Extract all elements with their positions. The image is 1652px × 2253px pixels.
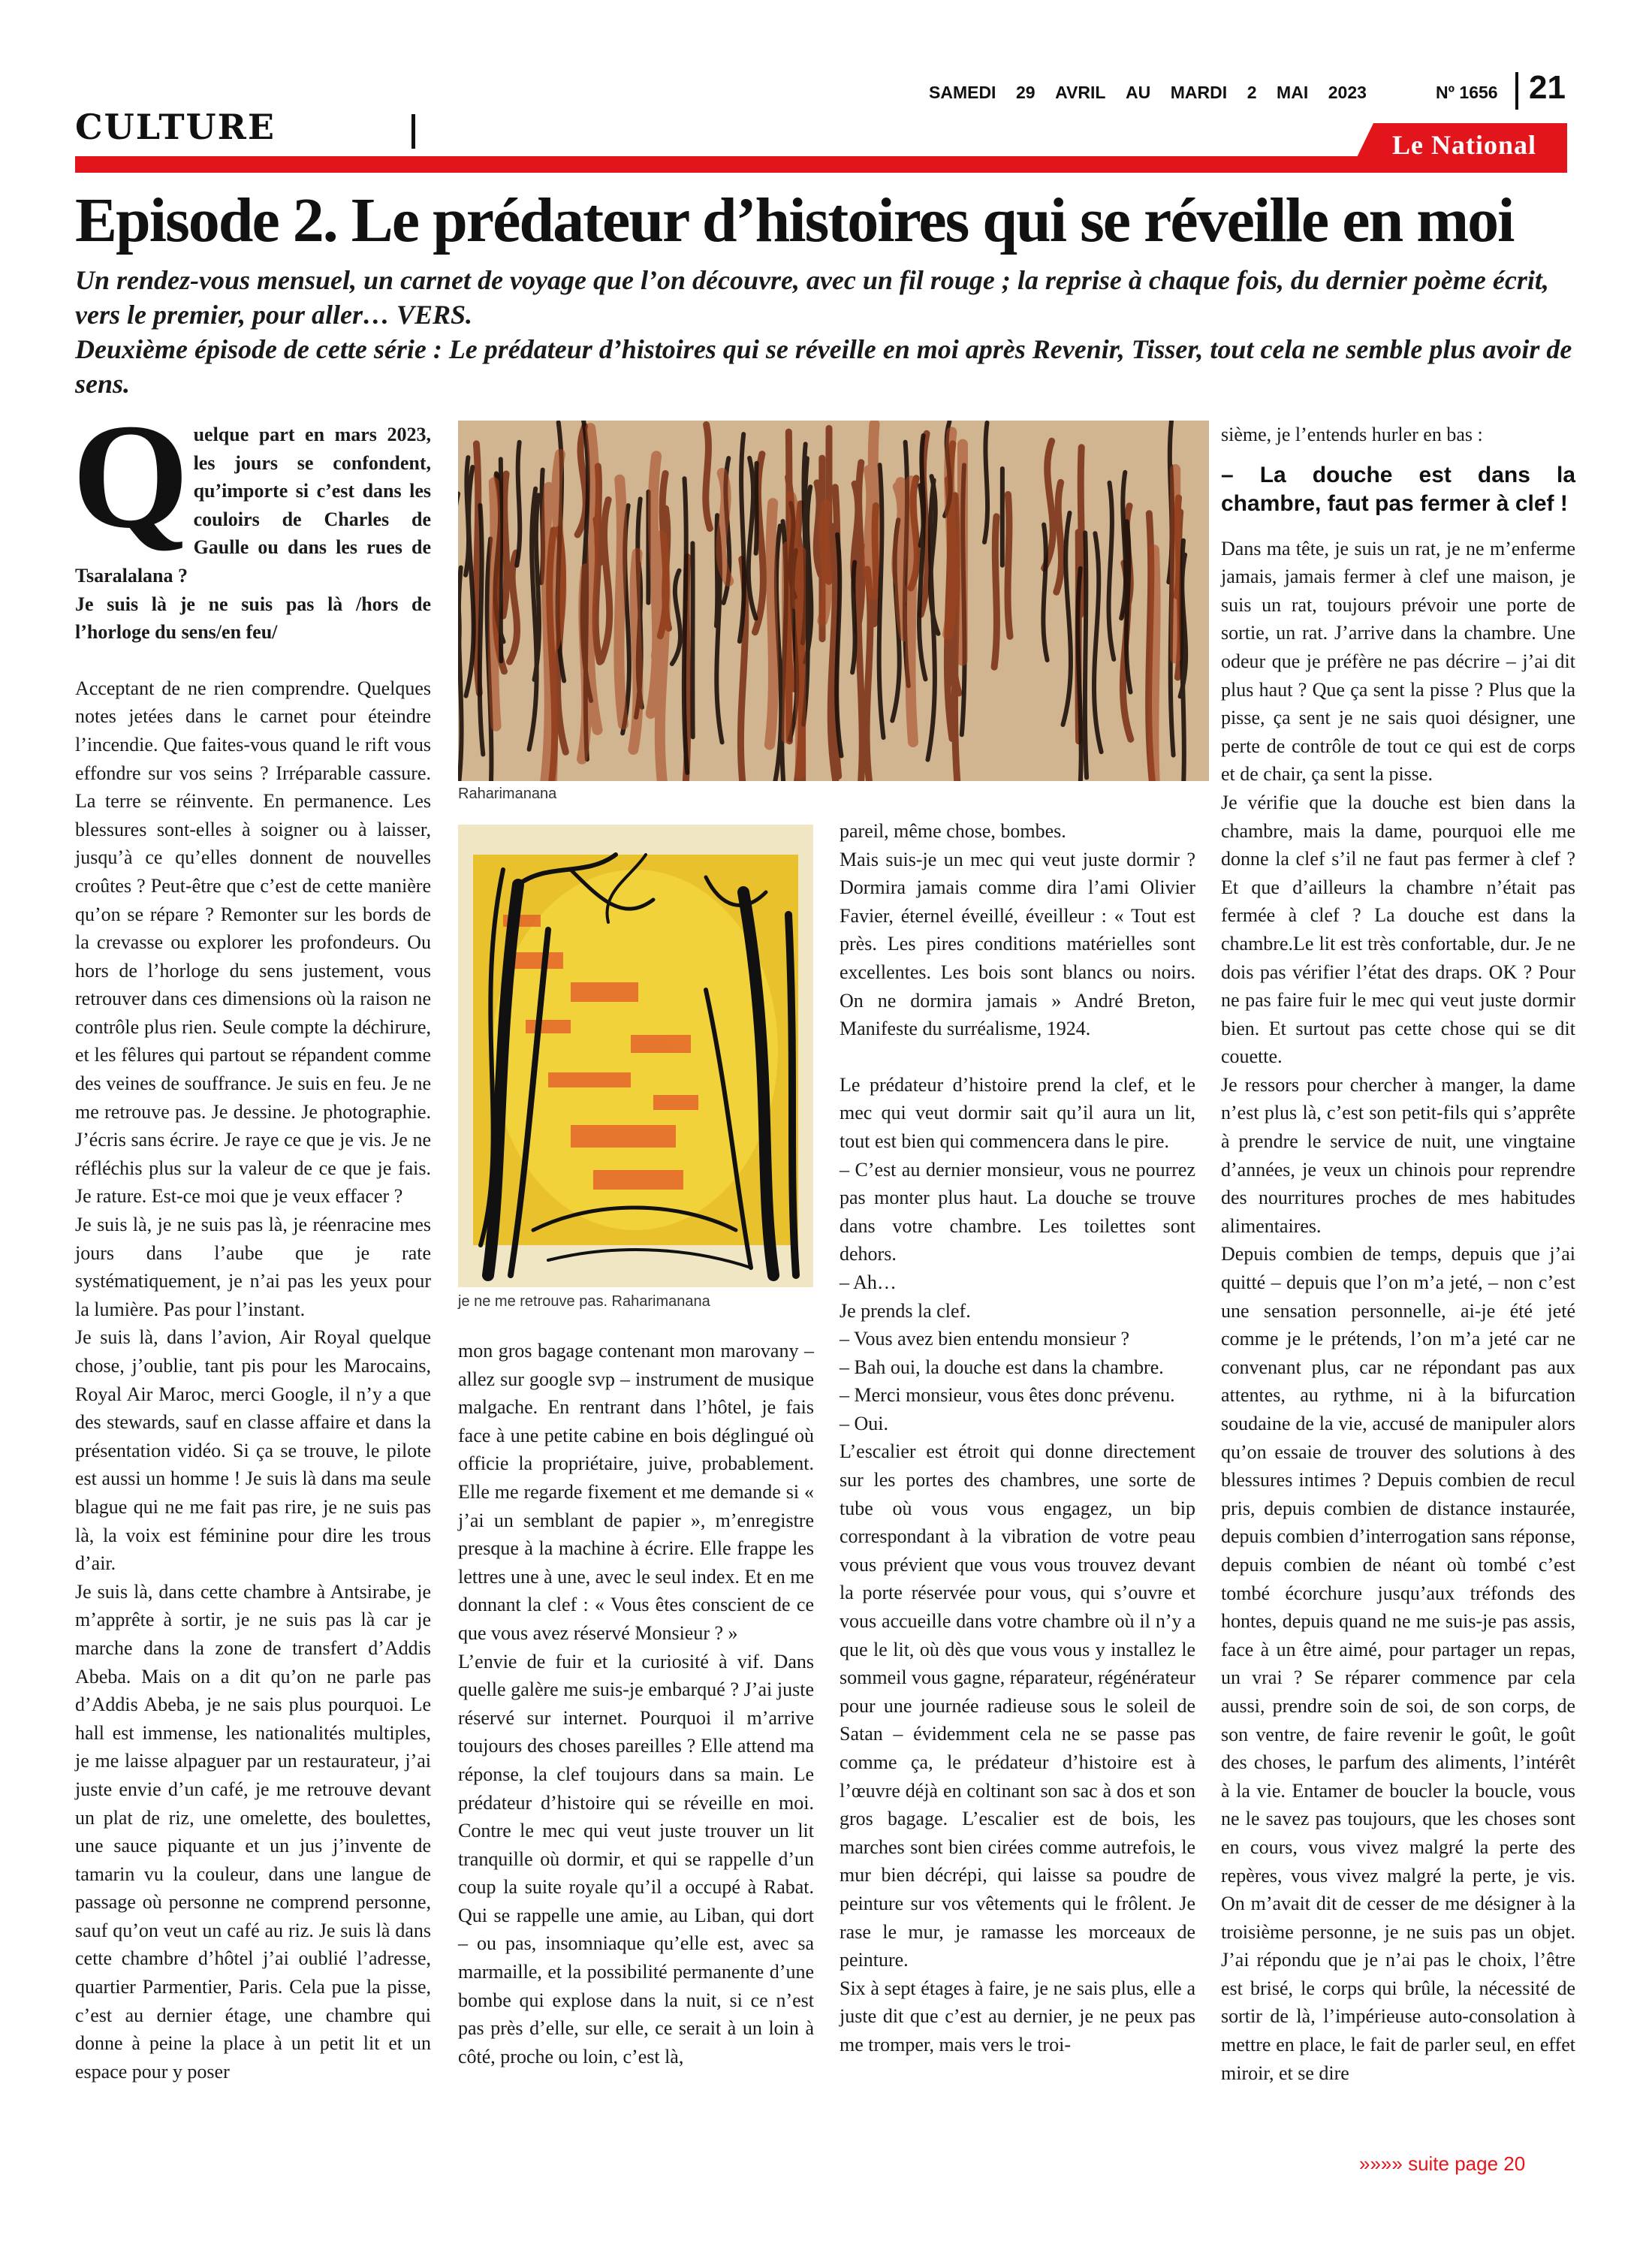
body-paragraph: Depuis combien de temps, depuis que j’ai quitté – depuis que l’on m’a jeté, – non c’est une sensation personnelle, ai-je été jeté comme je le prétends, l’on m’a jeté car ne convenant plus, car ne répondant pas aux attentes, au rythme, ni à la bifurcation soudaine de la vie, accusé de manipuler alors qu’on essaie de trouver des solutions à des blessures intimes ? Depuis combien de recul pris, depuis combien de distance instaurée, depuis combien d’interrogation sans réponse, depuis combien de néant où tombé c’est tombé écorchure jusqu’aux tréfonds des hontes, depuis quand ne me suis-je pas assis, face à un être aimé, pour partager un repas, un vrai ? Se réparer commence par cela aussi, prendre soin de soi, de son corps, de son ventre, de faire revenir le goût, le goût des choses, le parfum des aliments, l’intérêt à la vie. Entamer de boucler la boucle, vous ne le savez pas toujours, que les choses sont en cours, vous vivez malgré la perte des repères, vous vivez malgré la perte, je vis. On m’avait dit de cesser de me désigner à la troisième personne, je ne suis pas un objet. J’ai répondu que je n’ai pas le choix, l’être est brisé, le corps qui brûle, la nécessité de sortir de là, l’impérieuse auto-consolation à mettre en place, le fait de parler seul, en effet miroir, et se dire: [1221, 1243, 1575, 2084]
paint-streak: [1008, 494, 1010, 636]
body-paragraph: mon gros bagage contenant mon marovany – allez sur google svp – instrument de musique malgache. En rentrant dans l’hôtel, je fais face à une petite cabine en bois déglingué où officie la propriétaire, juive, probablement. Elle me regarde fixement et me demande si « j’ai un semblant de papier », m’enregistre presque à la machine à écrire. Elle frappe les lettres une à une, avec le seul index. Et en me donnant la clef : « Vous êtes conscient de ce que vous avez réservé Monsieur ? »: [458, 1340, 814, 1644]
body-paragraph: L’envie de fuir et la curiosité à vif. Dans quelle galère me suis-je embarqué ? J’ai juste réservé sur internet. Pourquoi il m’arrive toujours des choses pareilles ? Elle attend ma réponse, la clef toujours dans sa main. Le prédateur d’histoire qui se réveille en moi. Contre le mec qui veut juste trouver un lit tranquille où dormir, et qui se rappelle d’un coup la suite royale qu’il a occupé à Rabat. Qui se rappelle une amie, au Liban, qui dort – ou pas, insomniaque qu’elle est, avec sa marmaille, et la possibilité permanente d’une bombe qui explose dans la nuit, si ce n’est pas près d’elle, sur elle, ce serait à un loin à côté, proche ou loin, c’est là,: [458, 1650, 814, 2068]
body-paragraph: Acceptant de ne rien comprendre. Quelques notes jetées dans le carnet pour éteindre l’incendie. Que faites-vous quand le rift vous effondre sur vos seins ? Irréparable cassure. La terre se réinvente. En permanence. Les blessures sont-elles à soigner ou à laisser, jusqu’à ce qu’elles donnent de nouvelles croûtes ? Peut-être que c’est de cette manière qu’on se répare ? Remonter sur les bords de la crevasse ou explorer les profondeurs. Ou hors de l’horloge du sens justement, vous retrouver dans ces dimensions où la raison ne contrôle plus rien. Seule compte la déchirure, et les fêlures qui partout se répandent comme des veines de souffrance. Je suis en feu. Je ne me retrouve pas. Je dessine. Je photographie. J’écris sans écrire. Je raye ce que je vis. Je ne réfléchis plus sur la valeur de ce que je fais. Je rature. Est-ce moi que je veux effacer ?: [75, 677, 431, 1208]
publication-name: Le National: [1391, 130, 1536, 160]
paint-streak: [721, 473, 728, 581]
paint-streak: [787, 547, 788, 738]
section-label: CULTURE: [75, 107, 276, 147]
paint-streak: [822, 505, 827, 621]
paint-streak: [910, 481, 913, 742]
lead-verse: Je suis là je ne suis pas là /hors de l’horloge du sens/en feu/: [75, 593, 431, 644]
dateline: [929, 83, 1367, 103]
dialogue-line: – Bah oui, la douche est dans la chambre.: [840, 1356, 1164, 1378]
paint-streak: [770, 503, 773, 745]
lead-paragraph: uelque part en mars 2023, les jours se confondent, qu’importe si c’est dans les couloirs de Charles de Gaulle ou dans les rues de Tsaralalana ?: [75, 424, 431, 587]
paint-streak: [619, 480, 623, 725]
paint-streak: [1085, 532, 1087, 777]
body-paragraph: L’escalier est étroit qui donne directement sur les portes des chambres, une sorte de tube où vous vous engagez, un bip correspondant à la vibration de votre peau vous prévient que vous vous trouvez devant la porte réservée pour vous, qui s’ouvre et vous accueille dans votre chambre où il n’y a que le lit, où dès que vous vous y installez le sommeil vous gagne, réparateur, régénérateur pour une journée radieuse sous le soleil de Satan – évidemment cela ne se passe pas comme ça, le prédateur d’histoire est à l’œuvre déjà en coltinant son sac à dos et son gros bagage. L’escalier est de bois, les marches sont bien cirées comme autrefois, le mur bien décrépi, qui laisse sa poudre de peinture sur vos vêtements qui le frôlent. Je rase le mur, je ramasse les morceaux de peinture.: [840, 1440, 1195, 1971]
date-day-end: 2: [1247, 83, 1257, 102]
drop-cap: Q: [72, 394, 189, 559]
paint-streak: [633, 553, 638, 749]
page-number-divider: [1515, 72, 1518, 110]
paint-streak: [800, 552, 801, 774]
issue-number: Nº 1656: [1436, 83, 1498, 102]
image-caption: je ne me retrouve pas. Raharimanana: [458, 1293, 710, 1310]
body-paragraph: Le prédateur d’histoire prend la clef, et le mec qui veut dormir sait qu’il aura un lit, tout est bien qui commencera dans le pire.: [840, 1073, 1195, 1152]
paint-streak: [517, 442, 520, 566]
body-paragraph: Six à sept étages à faire, je ne sais plus, elle a juste dit que c’est au dernier, je ne peux pas me tromper, mais vers le troi-: [840, 1977, 1195, 2055]
paint-streak: [756, 463, 757, 553]
standfirst-paragraph: Un rendez-vous mensuel, un carnet de voyage que l’on découvre, avec un fil rouge ; la reprise à chaque fois, du dernier poème écrit, vers le premier, pour aller… VERS.: [75, 265, 1549, 330]
paint-streak: [656, 564, 659, 656]
date-connector: AU: [1125, 83, 1151, 102]
page-number: 21: [1529, 69, 1566, 106]
date-year: 2023: [1328, 83, 1367, 102]
dialogue-line: – Oui.: [840, 1412, 888, 1434]
paint-streak: [684, 478, 687, 773]
paint-streak: [493, 483, 496, 726]
paint-streak: [873, 424, 875, 587]
paint-streak: [548, 540, 552, 781]
painting-image-2: [458, 825, 813, 1287]
continued-link[interactable]: »»»» suite page 20: [1359, 2152, 1526, 2175]
column-3: [840, 817, 1195, 2059]
paint-streak: [852, 562, 855, 673]
body-paragraph: Je ressors pour chercher à manger, la dame n’est plus là, c’est son petit-fils qui s’apprête à prendre le service de nuit, une vingtaine d’années, je veux un chinois pour reprendre des nourritures proches de mes habitudes alimentaires.: [1221, 1073, 1575, 1237]
body-paragraph: Je vérifie que la douche est bien dans la chambre, mais la dame, pourquoi elle me donne la clef s’il ne faut pas fermer à clef ? Et que d’ailleurs la chambre n’était pas fermée à clef ? La douche est dans la chambre.Le lit est très confortable, dur. Je ne dois pas vérifier l’état des draps. OK ? Pour ne pas faire fuir le mec qui veut juste dormir bien. Et surtout pas cette chose qui se dit couette.: [1221, 791, 1575, 1068]
body-paragraph: Dans ma tête, je suis un rat, je ne m’enferme jamais, jamais fermer à clef une maison, je suis un rat, toujours prévoir une porte de sortie, un rat. J’arrive dans la chambre. Une odeur que je préfère ne pas décrire – j’ai dit plus haut ? Que ça sent la pisse ? Plus que la pisse, ça sent je ne sais quoi désigner, une perte de contrôle de tout ce qui est de corps et de chair, ça sent la pisse.: [1221, 537, 1575, 786]
date-weekday-end: MARDI: [1170, 83, 1228, 102]
body-paragraph: Mais suis-je un mec qui veut juste dormir ? Dormira jamais comme dira l’ami Olivier Favier, éternel éveillé, éveilleur : « Tout est près. Les pires conditions matérielles sont excellentes. Les bois sont blancs ou noirs. On ne dormira jamais » André Breton, Manifeste du surréalisme, 1924.: [840, 848, 1195, 1040]
dialogue-line: Je prends la clef.: [840, 1299, 971, 1322]
body-paragraph: pareil, même chose, bombes.: [840, 820, 1066, 842]
paint-streak: [858, 463, 862, 631]
dialogue-line: – Ah…: [840, 1271, 897, 1293]
dialogue-line: – Merci monsieur, vous êtes donc prévenu.: [840, 1384, 1175, 1407]
body-paragraph: sième, je l’entends hurler en bas :: [1221, 424, 1483, 445]
date-month-start: AVRIL: [1055, 83, 1106, 102]
body-paragraph: Je suis là, dans cette chambre à Antsirabe, je m’apprête à sortir, je ne suis pas là car je marche dans la zone de transfert d’Addis Abeba. Mais on a dit qu’on ne parle pas d’Addis Abeba, je ne sais plus pourquoi. Le hall est immense, les nationalités multiples, je me laisse alpaguer par un restaurateur, j’ai juste envie d’un café, je me retrouve devant un plat de riz, une omelette, des boulettes, une sauce piquante et un jus j’invente de tamarin vu la couleur, dans une langue de passage où personne ne comprend personne, sauf qu’on veut un café au riz. Je suis là dans cette chambre d’hôtel j’ai oublié l’adresse, quartier Parmentier, Paris. Cela pue la pisse, c’est au dernier étage, une chambre qui donne à peine la place à un petit lit et un espace pour y poser: [75, 1580, 431, 2083]
paint-streak: [706, 425, 710, 529]
paint-streak: [1057, 482, 1062, 592]
paint-streak: [1153, 550, 1156, 781]
paint-streak: [466, 457, 469, 575]
paint-streak: [582, 569, 586, 759]
paint-streak: [897, 487, 905, 597]
article-headline: Episode 2. Le prédateur d’histoires qui se réveille en moi: [75, 185, 1514, 255]
paint-streak: [994, 517, 996, 667]
paint-streak: [984, 423, 987, 542]
dialogue-subhead: – La douche est dans la chambre, faut pas fermer à clef !: [1221, 462, 1575, 516]
paint-streak: [503, 474, 507, 616]
paint-streak: [501, 459, 502, 661]
date-day-start: 29: [1016, 83, 1036, 102]
column-1: [72, 394, 431, 2086]
date-weekday-start: SAMEDI: [929, 83, 996, 102]
paint-streak: [480, 505, 484, 755]
body-paragraph: Je suis là, dans l’avion, Air Royal quelque chose, j’oublie, tant pis pour les Marocains, Royal Air Maroc, merci Google, il n’y a que des stewards, sauf en classe affaire et dans la présentation vidéo. Si ça se trouve, le pilote est aussi un homme ! Je suis là dans ma seule blague qui ne me fait pas rire, je ne suis pas là, la voix est féminine pour dire les trous d’air.: [75, 1326, 431, 1575]
header-rule: [75, 156, 1567, 173]
standfirst-paragraph: Deuxième épisode de cette série : Le prédateur d’histoires qui se réveille en moi après Revenir, Tisser, tout cela ne semble plus avoir de sens.: [75, 334, 1572, 399]
date-month-end: MAI: [1277, 83, 1309, 102]
painting-image-1: [458, 421, 1209, 781]
body-paragraph: Je suis là, je ne suis pas là, je réenracine mes jours dans l’aube que je rate systématiquement, je n’ai pas les yeux pour la lumière. Pas pour l’instant.: [75, 1214, 431, 1320]
dialogue-line: – C’est au dernier monsieur, vous ne pourrez pas monter plus haut. La douche se trouve dans votre chambre. Les toilettes sont dehors.: [840, 1158, 1195, 1265]
article-standfirst: [75, 263, 1577, 401]
paint-streak: [948, 432, 952, 635]
column-4: [1221, 421, 1575, 2087]
section-divider: [411, 114, 415, 149]
image-caption: Raharimanana: [458, 786, 557, 802]
dialogue-line: – Vous avez bien entendu monsieur ?: [840, 1328, 1130, 1350]
column-2: [458, 1337, 814, 2071]
